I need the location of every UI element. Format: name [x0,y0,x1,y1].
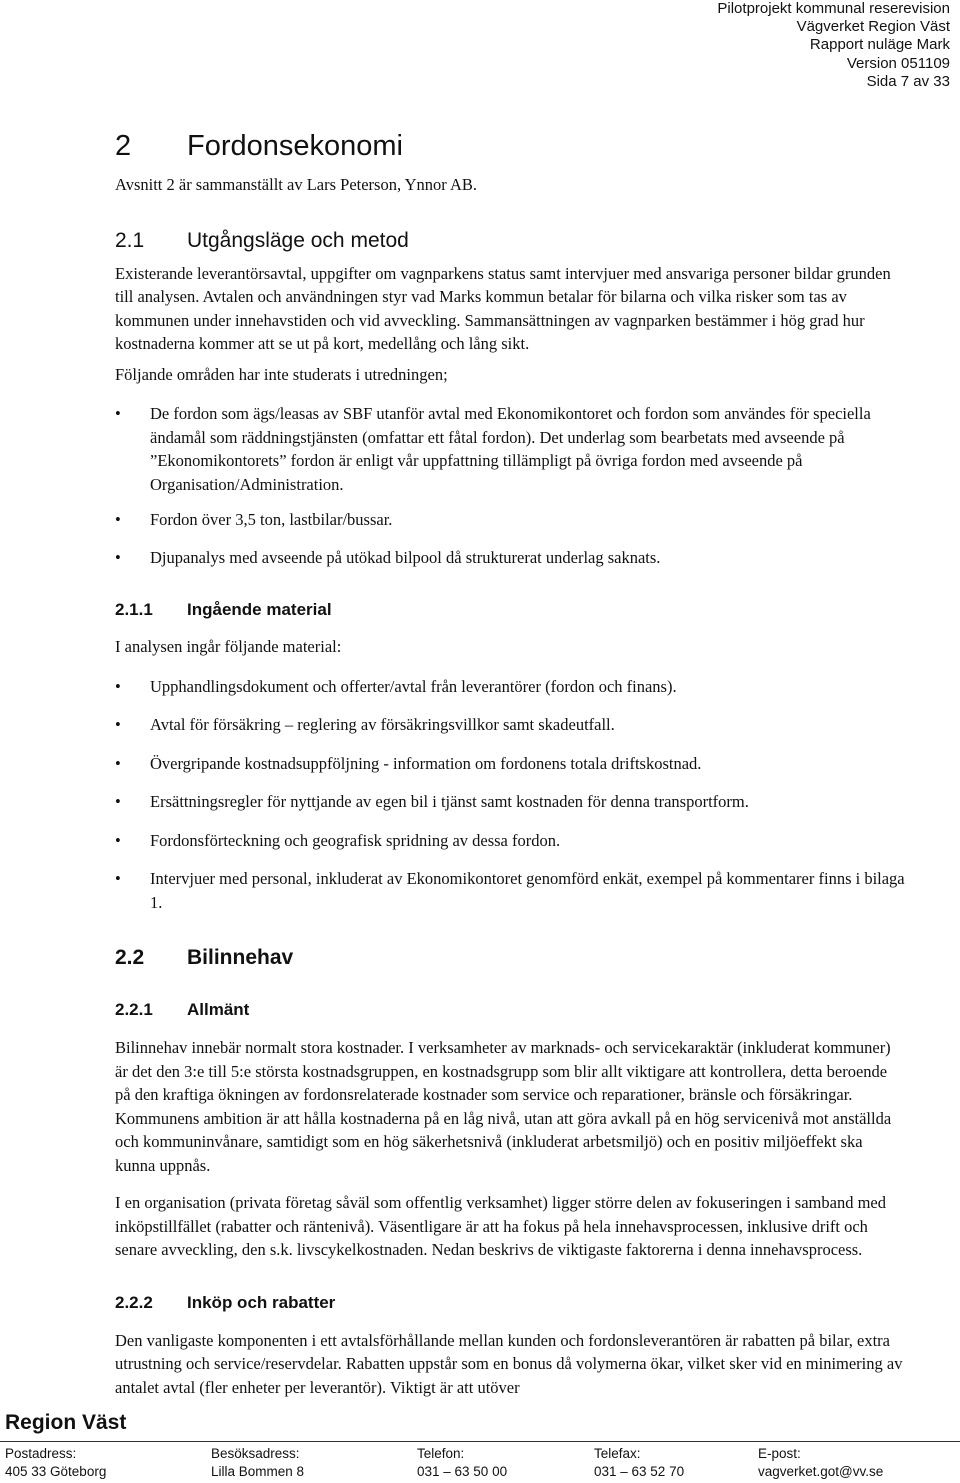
header-page-number: Sida 7 av 33 [866,72,950,90]
document-body [115,128,905,1399]
list-item: • Ersättningsregler för nyttjande av egen bil i tjänst samt kostnaden för denna transportform. [115,790,905,814]
material-list [115,675,905,915]
heading-section-2-1: 2.1 Utgångsläge och metod [115,228,409,252]
footer-postal: Postadress: 405 33 Göteborg [5,1446,107,1479]
list-item: • Avtal för försäkring – reglering av försäkringsvillkor samt skadeutfall. [115,713,905,737]
header-version: Version 051109 [846,54,950,72]
list-item: • Övergripande kostnadsuppföljning - information om fordonens totala driftskostnad. [115,752,905,776]
bullet-icon: • [115,547,121,567]
footer-divider [0,1441,960,1442]
list-item: • Upphandlingsdokument och offerter/avtal från leverantörer (fordon och finans). [115,675,905,699]
footer-brand: Region Väst [5,1411,127,1434]
footer-visit: Besöksadress: Lilla Bommen 8 [211,1446,305,1479]
bullet-icon: • [115,715,121,734]
section-2-intro: Avsnitt 2 är sammanställt av Lars Peterson, Ynnor AB. [115,175,478,194]
bullet-icon: • [115,753,121,773]
footer-fax: Telefax: 031 – 63 52 70 [594,1446,685,1479]
section-2-2-2-paragraph: Den vanligaste komponenten i ett avtalsförhållande mellan kunden och fordonsleverantören är rabatten på bilar, extra utrustning och service/reservdelar. Rabatten uppstår som en bonus då volymerna ökar, vilket sker vid en minimering av antalet avtal (fler enheter per leverantör). Viktigt är att utöver [115,1330,903,1397]
page-header [717,0,950,91]
heading-section-2-2-1: 2.2.1 Allmänt [115,1000,250,1019]
heading-section-2-1-1: 2.1.1 Ingående material [115,600,332,619]
bullet-icon: • [115,792,121,811]
list-item: • Intervjuer med personal, inkluderat av Ekonomikontoret genomförd enkät, exempel på kommentarer finns i bilaga 1. [115,869,905,912]
heading-section-2: 2 Fordonsekonomi [115,130,403,162]
section-2-1-list-intro: Följande områden har inte studerats i utredningen; [115,364,448,384]
footer-email[interactable]: E-post: vagverket.got@vv.se [758,1446,884,1479]
section-2-2-1-paragraph-1: Bilinnehav innebär normalt stora kostnader. I verksamheter av marknads- och servicekaraktär (inkluderat kommuner) är det den 3:e till 5:e största kostnadsgruppen, en kostnadsgrupp som blir allt viktigare att kontrollera, detta beroende på den kraftiga ökningen av fordonsrelaterade kostnader som service och reparationer, bränsle och försäkringar. Kommunens ambition är att hålla kostnaderna på en låg nivå, utan att göra avkall på en hög servicenivå mot anställda och kommuninvånare, samtidigt som en hög säkerhetsnivå (inkluderat arbetsmiljö) och en positiv miljöeffekt ska kunna uppnås. [115,1038,892,1175]
heading-section-2-2-2: 2.2.2 Inköp och rabatter [115,1292,336,1312]
list-item: • Fordonsförteckning och geografisk spridning av dessa fordon. [115,829,905,853]
header-project: Pilotprojekt kommunal reserevision [717,0,950,17]
heading-section-2-2: 2.2 Bilinnehav [115,946,294,969]
bullet-icon: • [115,676,121,696]
section-2-1-1-intro: I analysen ingår följande material: [115,637,342,656]
bullet-icon: • [115,830,121,850]
header-org: Vägverket Region Väst [796,18,950,36]
list-item: • De fordon som ägs/leasas av SBF utanför avtal med Ekonomikontoret och fordon som användes för speciella ändamål som räddningstjänsten (omfattar ett fåtal fordon). Det underlag som bearbetats med avseende på ”Ekonomikontorets” fordon är enligt vår uppfattning tillämpligt på övriga fordon med avseende på Organisation/Administration. [115,404,871,494]
section-2-1-paragraph: Existerande leverantörsavtal, uppgifter om vagnparkens status samt intervjuer med ansvariga personer bildar grunden till analysen. Avtalen och användningen styr vad Marks kommun betalar för bilarna och vilka risker som tas av kommunen under innehavstiden och vid avveckling. Sammansättningen av vagnparken bestämmer i hög grad hur kostnaderna kommer att se ut på kort, medellång och lång sikt. [115,263,891,353]
bullet-icon: • [115,510,121,529]
list-item: • Fordon över 3,5 ton, lastbilar/bussar. [115,508,905,532]
section-2-2-1-paragraph-2: I en organisation (privata företag såväl som offentlig verksamhet) ligger större delen av fokuseringen i samband med inköpstillfället (rabatter och räntenivå). Väsentligare är att ha fokus på hela innehavsprocessen, inklusive drift och senare avveckling, den s.k. livscykelkostnaden. Nedan beskrivs de viktigaste faktorerna i denna innehavsprocess. [115,1193,886,1259]
list-item: • Djupanalys med avseende på utökad bilpool då strukturerat underlag saknats. [115,546,905,570]
header-report: Rapport nuläge Mark [809,36,950,54]
footer-phone: Telefon: 031 – 63 50 00 [417,1446,508,1479]
excluded-areas-list [115,402,905,569]
bullet-icon: • [115,869,121,888]
bullet-icon: • [115,404,121,423]
